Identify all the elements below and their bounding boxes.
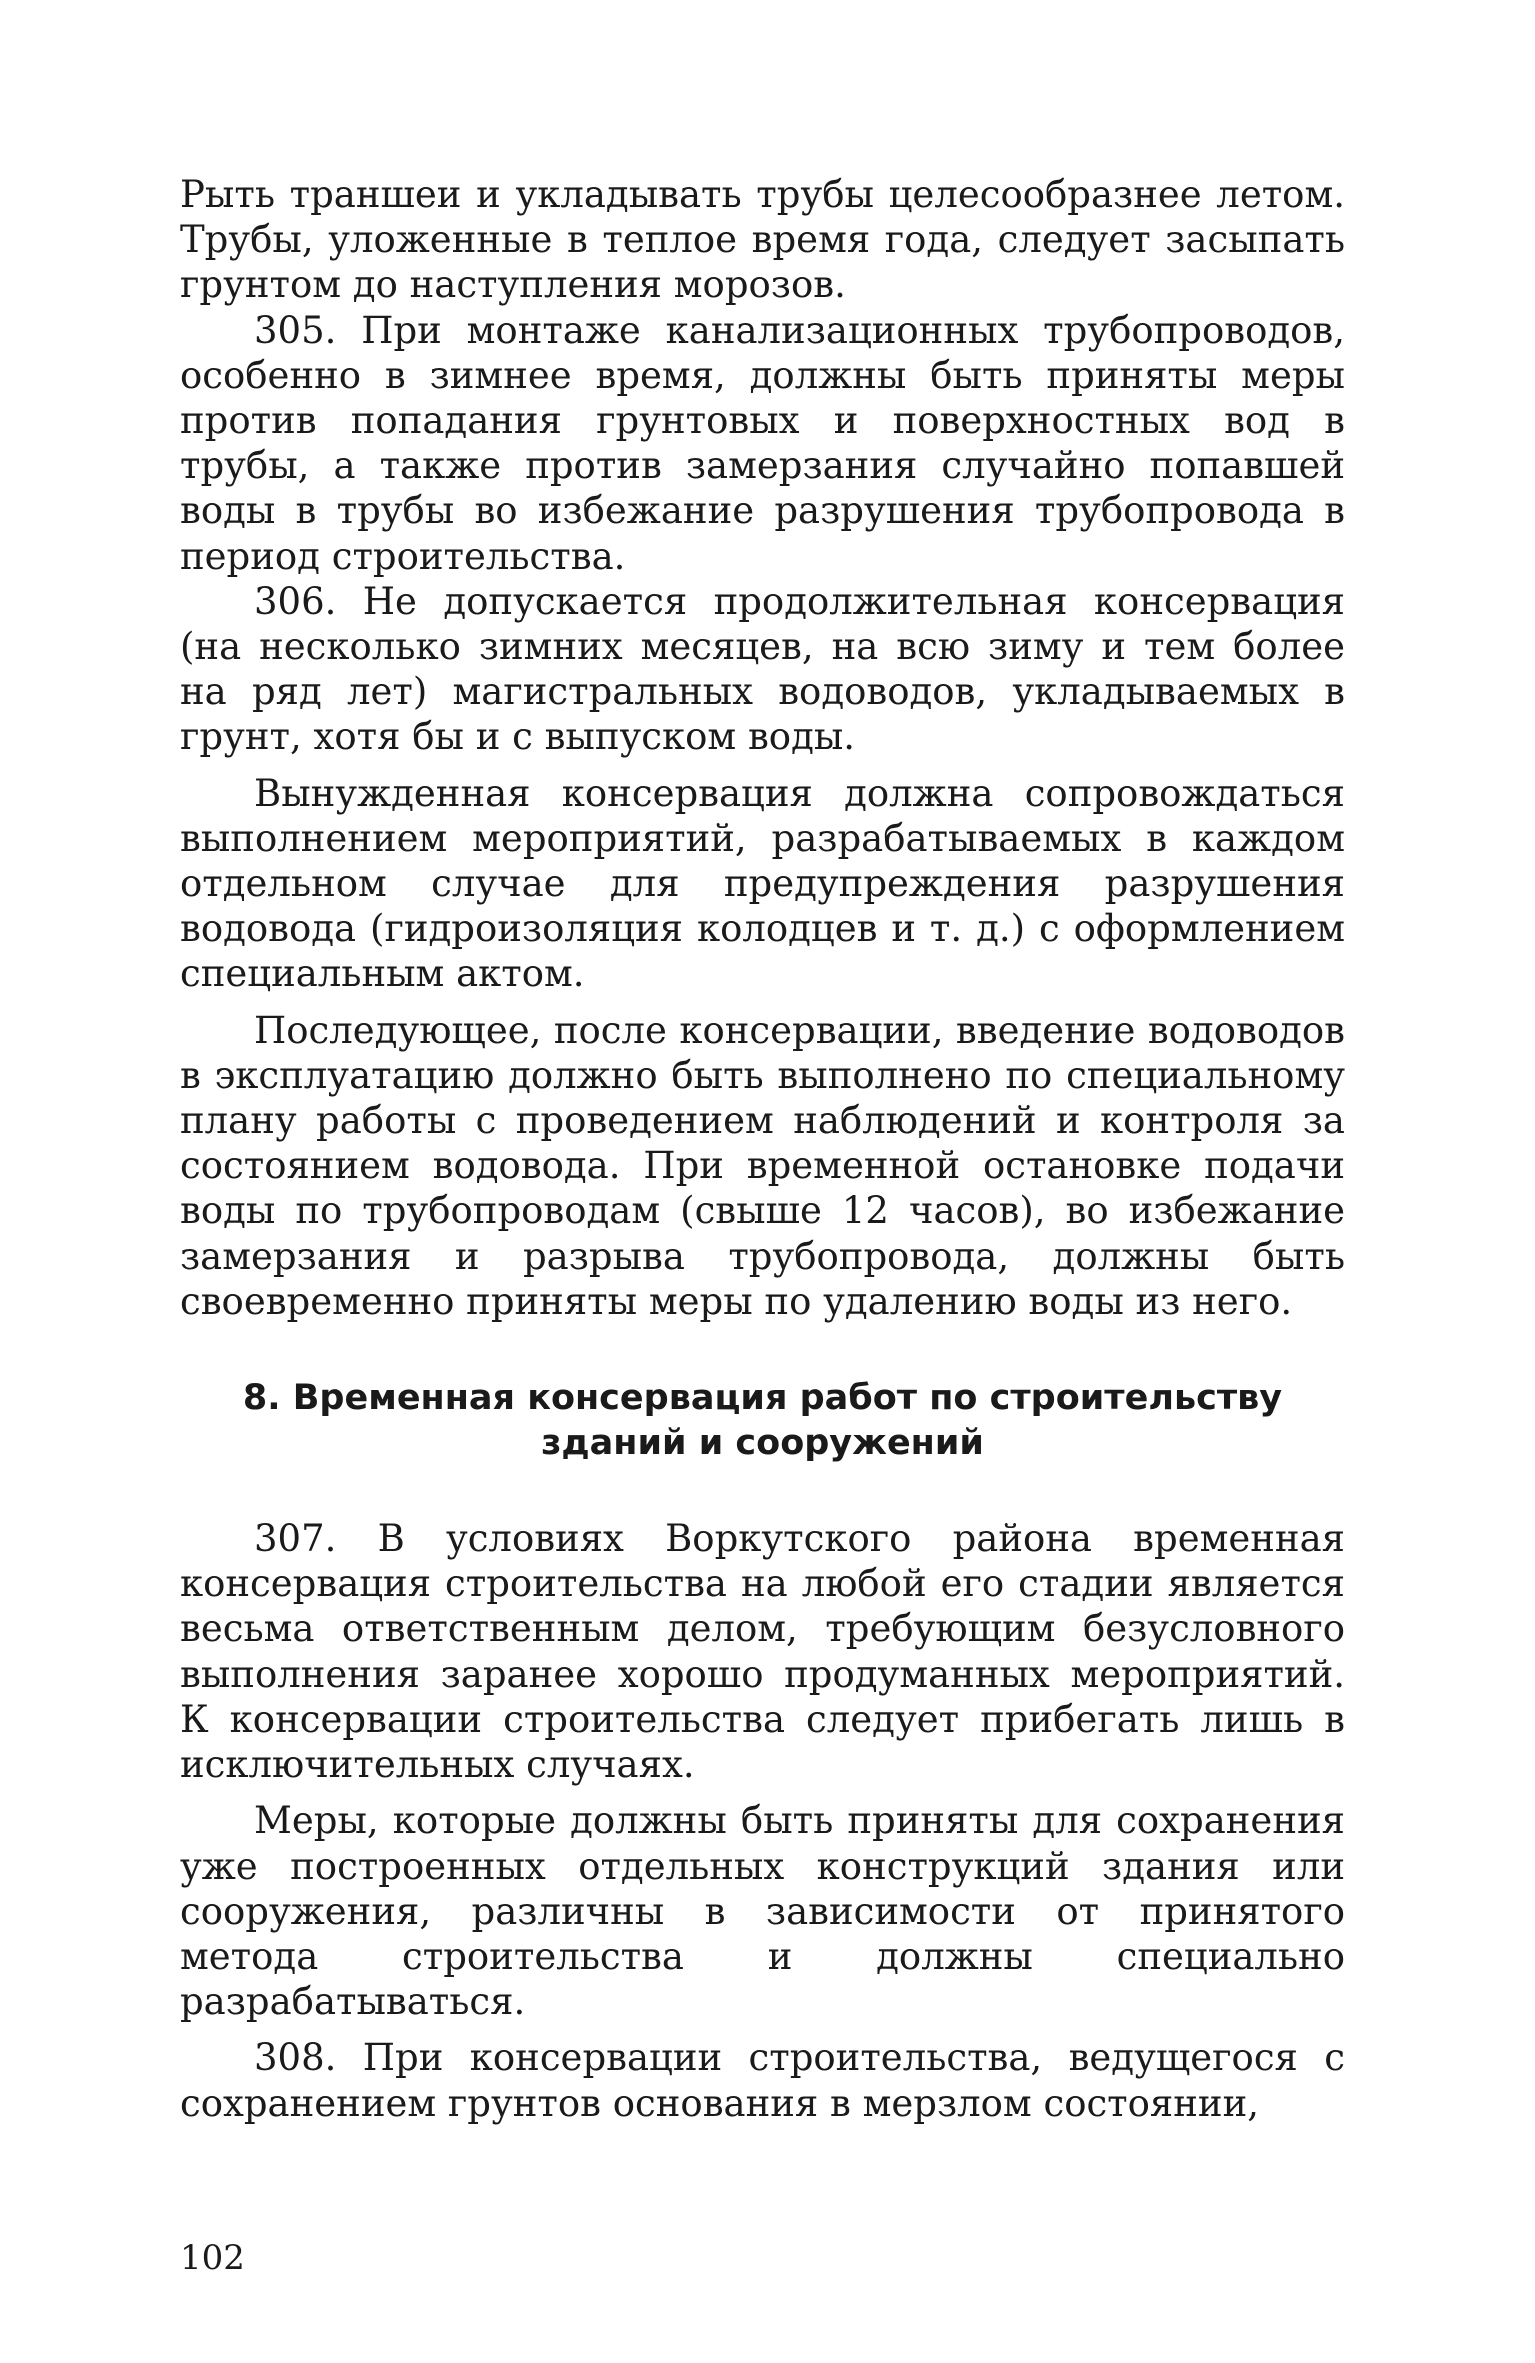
paragraph-306: 306. Не допускается продолжительная консервация (на несколько зимних месяцев, на всю зиму и тем более на ряд лет) магистральных водоводов, укладываемых в грунт, хотя бы и с выпуском воды. [180, 579, 1345, 759]
paragraph-forced-conservation: Вынужденная консервация должна сопровождаться выполнением мероприятий, разрабатываемых в каждом отдельном случае для предупреждения разрушения водовода (гидроизоляция колодцев и т. д.) с оформлением специальным актом. [180, 771, 1345, 996]
page-body [180, 172, 1345, 2126]
page-number: 102 [180, 2238, 245, 2278]
paragraph-307: 307. В условиях Воркутского района временная консервация строительства на любой его стадии является весьма ответственным делом, требующим безусловного выполнения заранее хорошо продуманных мероприятий. К консервации строительства следует прибегать лишь в исключительных случаях. [180, 1517, 1345, 1787]
section-heading-line-1: 8. Временная консервация работ по строительству [242, 1378, 1283, 1419]
paragraph-308: 308. При консервации строительства, ведущегося с сохранением грунтов основания в мерзлом состоянии, [180, 2036, 1345, 2125]
paragraph-recommissioning: Последующее, после консервации, введение водоводов в эксплуатацию должно быть выполнено по специальному плану работы с проведением наблюдений и контроля за состоянием водовода. При временной остановке подачи воды по трубопроводам (свыше 12 часов), во избежание замерзания и разрыва трубопровода, должны быть своевременно приняты меры по удалению воды из него. [180, 1008, 1345, 1323]
paragraph-trench-continuation: Рыть траншеи и укладывать трубы целесообразнее летом. Трубы, уложенные в теплое время года, следует засыпать грунтом до наступления морозов. [180, 173, 1345, 307]
section-heading [180, 1376, 1345, 1466]
section-heading-line-2: зданий и сооружений [541, 1423, 984, 1464]
paragraph-preservation-measures: Меры, которые должны быть приняты для сохранения уже построенных отдельных конструкций здания или сооружения, различны в зависимости от принятого метода строительства и должны специально разрабатываться. [180, 1799, 1345, 2024]
paragraph-305: 305. При монтаже канализационных трубопроводов, особенно в зимнее время, должны быть приняты меры против попадания грунтовых и поверхностных вод в трубы, а также против замерзания случайно попавшей воды в трубы во избежание разрушения трубопровода в период строительства. [180, 308, 1345, 578]
